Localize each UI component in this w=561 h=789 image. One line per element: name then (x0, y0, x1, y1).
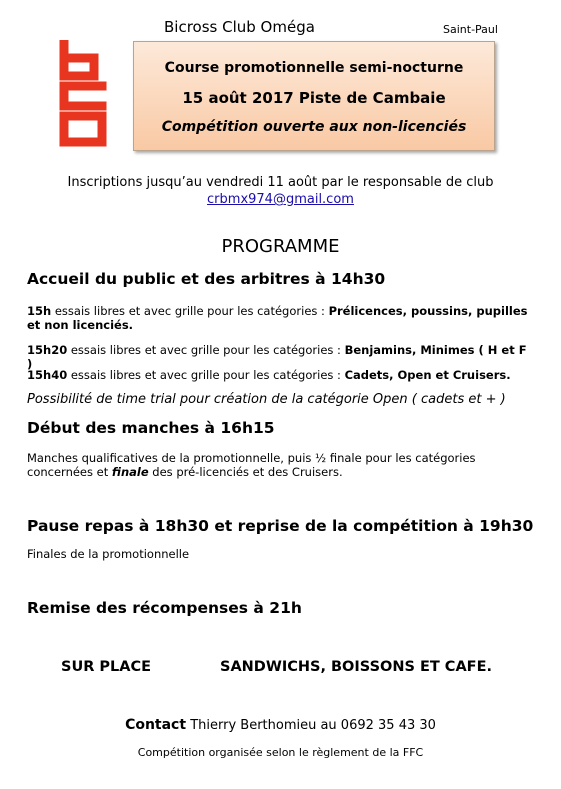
heats-text: des pré-licenciés et des Cruisers. (148, 465, 343, 479)
programme-title: PROGRAMME (221, 236, 340, 257)
session-time: 15h (27, 304, 52, 318)
session-categories: Benjamins, Minimes ( H et F ) (27, 343, 527, 371)
session-time: 15h20 (27, 343, 68, 357)
onsite-label: SUR PLACE (61, 659, 152, 675)
session-text: essais libres et avec grille pour les catégories : (51, 304, 329, 318)
club-name: Bicross Club Oméga (164, 18, 315, 36)
rules-note: Compétition organisée selon le règlement de la FFC (137, 746, 424, 759)
event-eligibility: Compétition ouverte aux non-licenciés (161, 119, 467, 135)
session-text: essais libres et avec grille pour les catégories : (67, 343, 345, 357)
contact-value: Thierry Berthomieu au 0692 35 43 30 (186, 718, 436, 733)
onsite-refreshments: SANDWICHS, BOISSONS ET CAFE. (220, 659, 492, 675)
event-date-venue: 15 août 2017 Piste de Cambaie (182, 89, 446, 107)
awards-heading: Remise des récompenses à 21h (27, 599, 302, 617)
session-categories: Prélicences, poussins, pupilles et non licenciés. (27, 304, 528, 332)
session-time: 15h40 (27, 368, 68, 382)
contact-label: Contact (125, 717, 187, 733)
time-trial-note: Possibilité de time trial pour création de la catégorie Open ( cadets et + ) (27, 392, 506, 407)
heats-final-word: finale (111, 465, 149, 479)
session-item (27, 304, 532, 332)
club-logo (50, 40, 116, 148)
reception-heading: Accueil du public et des arbitres à 14h30 (27, 270, 386, 288)
heats-text: Manches qualificatives de la promotionnelle, puis ½ finale pour les catégories concernées et (27, 451, 476, 479)
club-logo-icon (50, 40, 116, 148)
contact-line (0, 717, 561, 733)
registration-deadline: Inscriptions jusqu’au vendredi 11 août par le responsable de club (67, 175, 494, 190)
contact-email-link[interactable]: crbmx974@gmail.com (207, 192, 354, 207)
finals-text: Finales de la promotionnelle (27, 547, 190, 561)
heats-heading: Début des manches à 16h15 (27, 419, 275, 437)
location-label: Saint-Paul (443, 23, 498, 36)
event-type: Course promotionnelle semi-nocturne (164, 60, 464, 76)
session-categories: Cadets, Open et Cruisers. (344, 368, 511, 382)
session-item (27, 343, 532, 371)
heats-description (27, 451, 532, 479)
break-heading: Pause repas à 18h30 et reprise de la compétition à 19h30 (27, 517, 534, 535)
session-text: essais libres et avec grille pour les catégories : (67, 368, 345, 382)
session-item (27, 368, 532, 382)
event-title-box (133, 41, 495, 151)
